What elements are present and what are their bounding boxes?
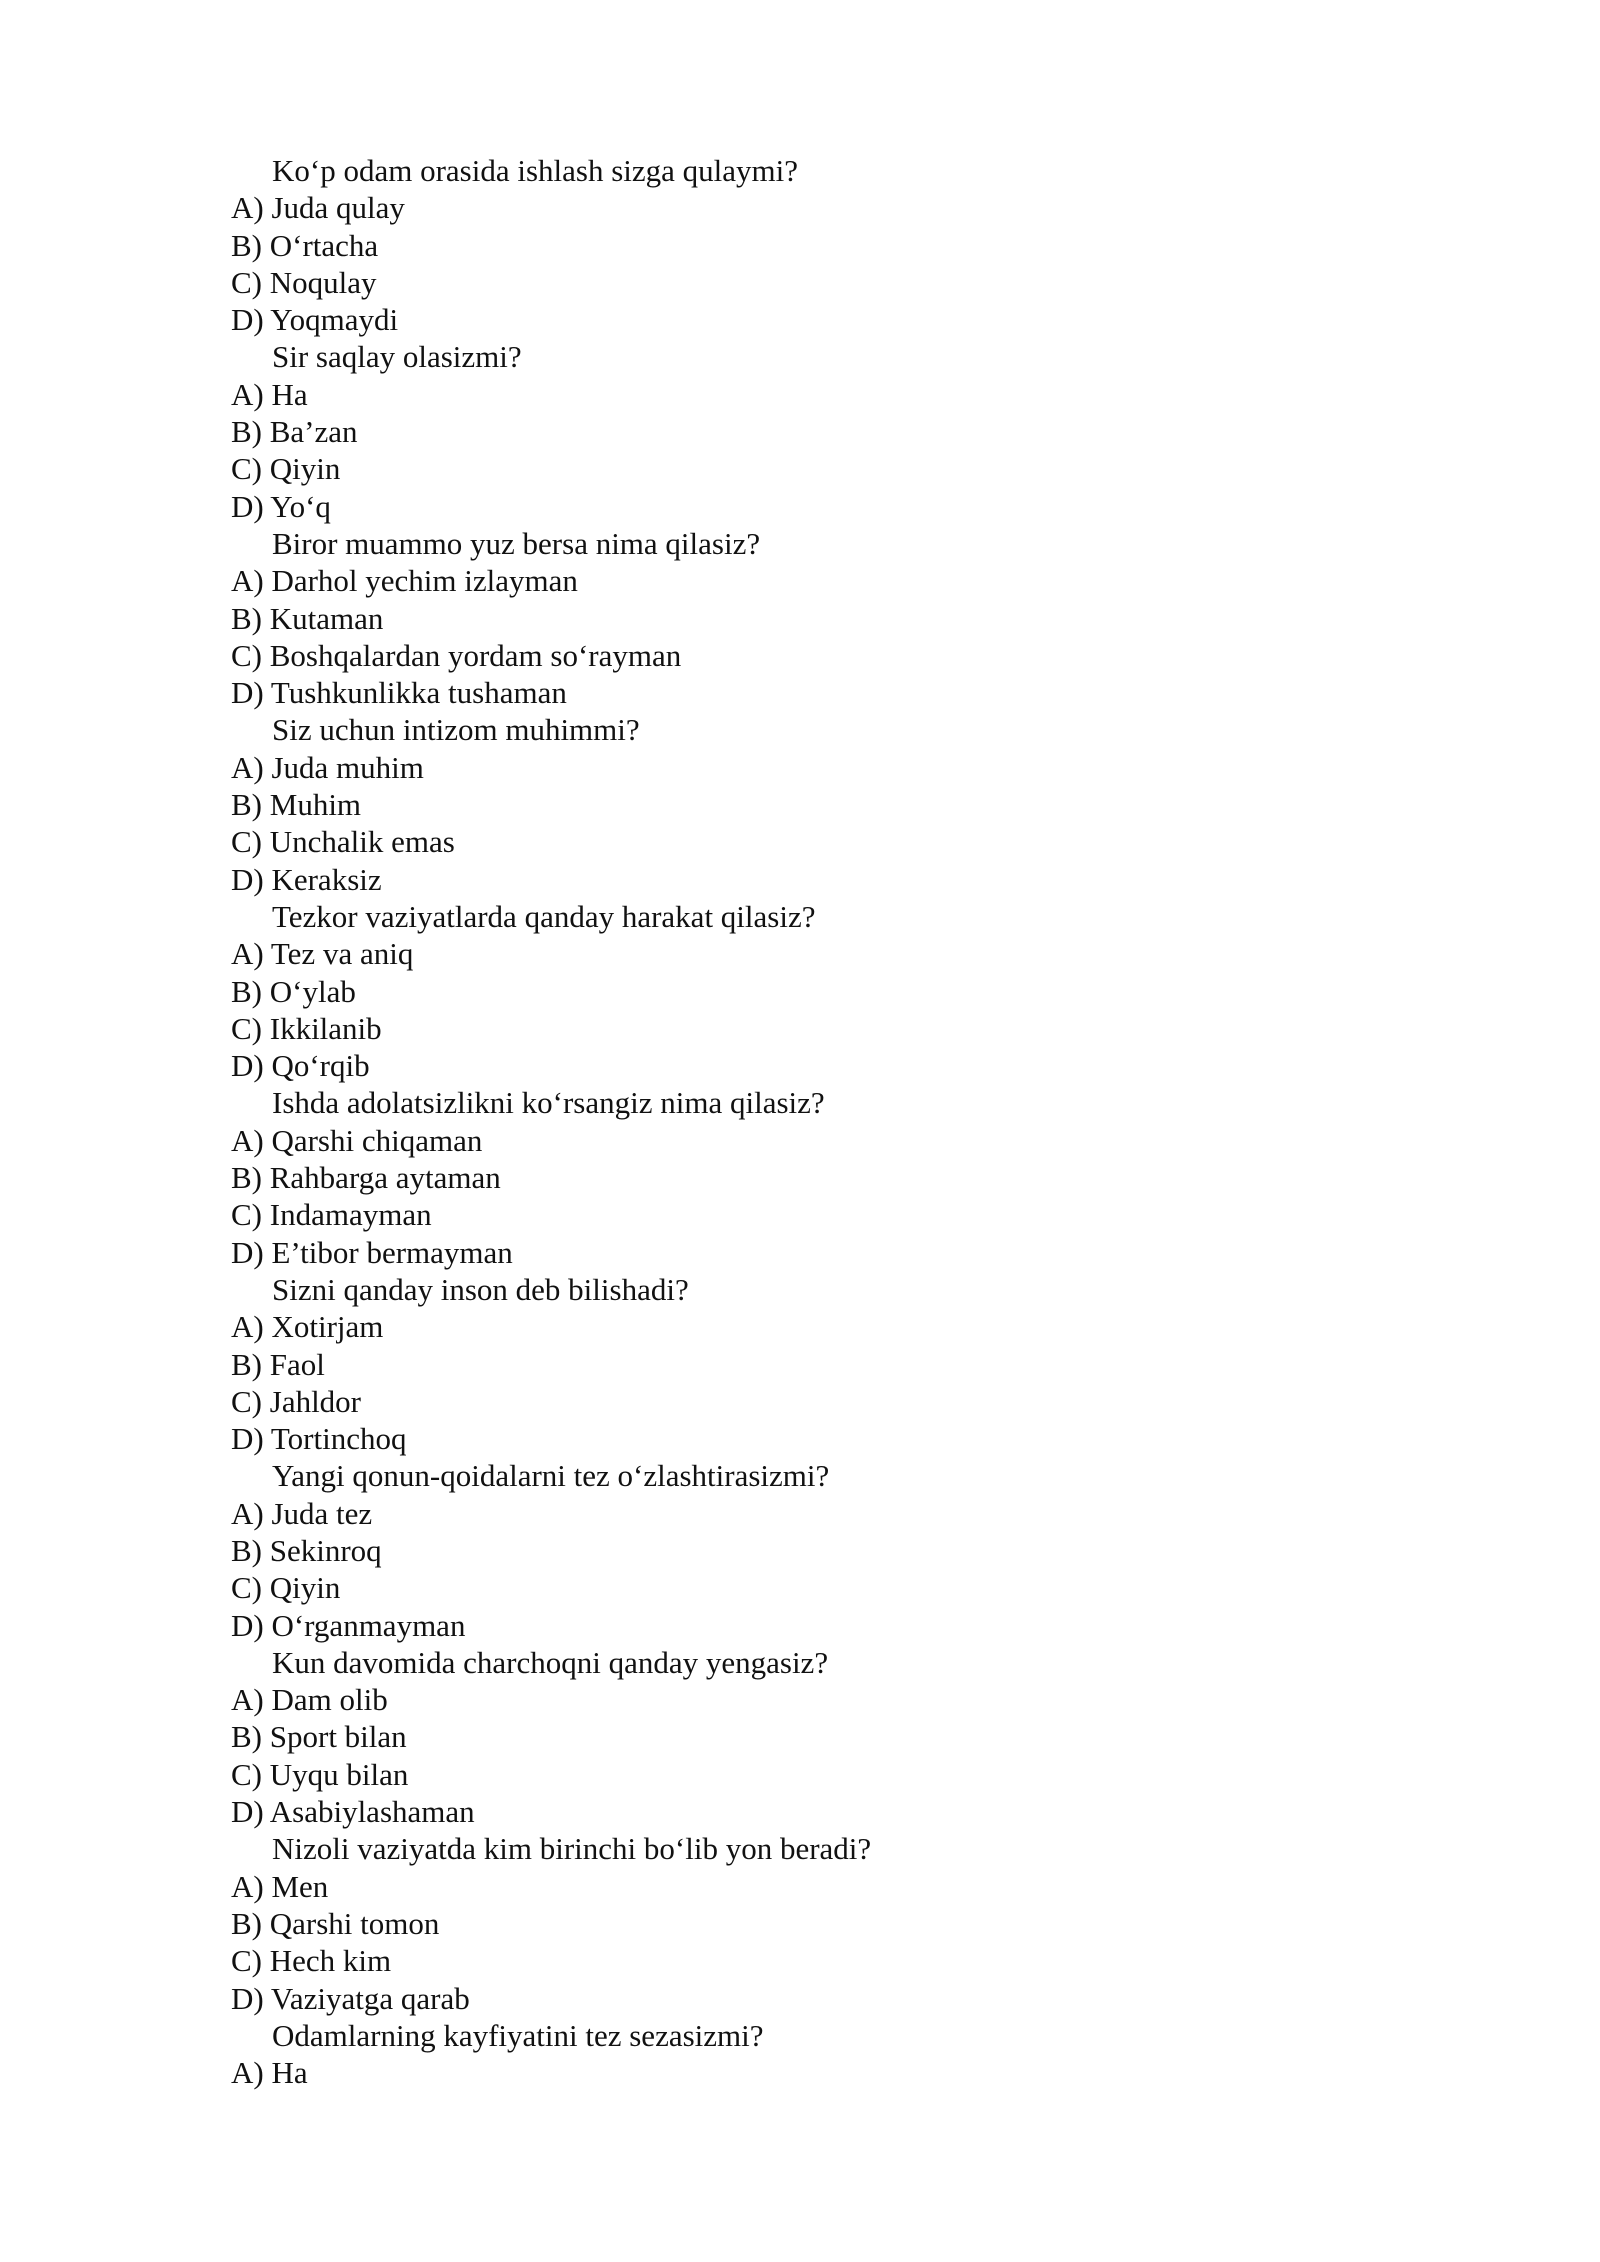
answer-option: D) Asabiylashaman xyxy=(231,1794,475,1830)
answer-option: D) Qo‘rqib xyxy=(231,1048,370,1084)
answer-options xyxy=(231,749,1431,898)
answer-options xyxy=(231,2054,1431,2091)
answer-option: C) Qiyin xyxy=(231,451,341,487)
question-block xyxy=(231,1644,1431,1830)
answer-option: B) Faol xyxy=(231,1346,325,1382)
question-text: Odamlarning kayfiyatini tez sezasizmi? xyxy=(272,2017,764,2053)
answer-options xyxy=(231,376,1431,525)
answer-option: D) Keraksiz xyxy=(231,861,382,897)
question-block xyxy=(231,711,1431,897)
question-text: Sir saqlay olasizmi? xyxy=(272,339,522,375)
answer-option: A) Xotirjam xyxy=(231,1309,384,1345)
question-block xyxy=(231,152,1431,338)
answer-option: C) Boshqalardan yordam so‘rayman xyxy=(231,637,682,673)
answer-option: B) Qarshi tomon xyxy=(231,1905,440,1941)
question-text: Ishda adolatsizlikni ko‘rsangiz nima qilasiz? xyxy=(272,1085,825,1121)
answer-option: B) Muhim xyxy=(231,787,362,823)
answer-option: A) Ha xyxy=(231,2055,308,2091)
question-block xyxy=(231,898,1431,1084)
answer-option: D) Yo‘q xyxy=(231,488,331,524)
answer-option: D) E’tibor bermayman xyxy=(231,1234,513,1270)
answer-option: C) Jahldor xyxy=(231,1383,362,1419)
question-text: Yangi qonun-qoidalarni tez o‘zlashtirasizmi? xyxy=(272,1458,830,1494)
question-block xyxy=(231,1084,1431,1270)
question-block xyxy=(231,1271,1431,1457)
answer-options xyxy=(231,1308,1431,1457)
answer-option: A) Tez va aniq xyxy=(231,936,414,972)
question-block xyxy=(231,525,1431,711)
answer-option: B) O‘ylab xyxy=(231,973,356,1009)
answer-option: B) Ba’zan xyxy=(231,414,358,450)
answer-options xyxy=(231,935,1431,1084)
question-text: Siz uchun intizom muhimmi? xyxy=(272,712,640,748)
answer-option: B) O‘rtacha xyxy=(231,227,379,263)
question-block xyxy=(231,1457,1431,1643)
answer-option: C) Unchalik emas xyxy=(231,824,455,860)
answer-option: C) Noqulay xyxy=(231,264,377,300)
answer-option: B) Sekinroq xyxy=(231,1532,382,1568)
answer-options xyxy=(231,1681,1431,1830)
answer-option: B) Kutaman xyxy=(231,600,384,636)
answer-options xyxy=(231,189,1431,338)
questionnaire xyxy=(231,152,1431,2091)
answer-options xyxy=(231,562,1431,711)
answer-option: A) Juda tez xyxy=(231,1495,373,1531)
answer-option: A) Darhol yechim izlayman xyxy=(231,563,578,599)
answer-option: C) Uyqu bilan xyxy=(231,1756,409,1792)
answer-option: D) Yoqmaydi xyxy=(231,302,399,338)
answer-option: A) Ha xyxy=(231,376,308,412)
answer-option: A) Juda qulay xyxy=(231,190,405,226)
answer-option: A) Dam olib xyxy=(231,1682,388,1718)
answer-option: A) Men xyxy=(231,1868,329,1904)
answer-options xyxy=(231,1868,1431,2017)
answer-options xyxy=(231,1495,1431,1644)
answer-option: D) Tushkunlikka tushaman xyxy=(231,675,567,711)
question-text: Biror muammo yuz bersa nima qilasiz? xyxy=(272,525,761,561)
answer-option: D) Tortinchoq xyxy=(231,1421,407,1457)
answer-option: D) O‘rganmayman xyxy=(231,1607,466,1643)
question-block xyxy=(231,338,1431,524)
answer-option: B) Sport bilan xyxy=(231,1719,407,1755)
question-block xyxy=(231,2017,1431,2092)
answer-option: B) Rahbarga aytaman xyxy=(231,1160,501,1196)
answer-option: A) Juda muhim xyxy=(231,749,424,785)
answer-options xyxy=(231,1122,1431,1271)
answer-option: A) Qarshi chiqaman xyxy=(231,1122,483,1158)
answer-option: C) Qiyin xyxy=(231,1570,341,1606)
question-text: Sizni qanday inson deb bilishadi? xyxy=(272,1271,689,1307)
question-text: Ko‘p odam orasida ishlash sizga qulaymi? xyxy=(272,153,799,188)
answer-option: D) Vaziyatga qarab xyxy=(231,1980,470,2016)
answer-option: C) Indamayman xyxy=(231,1197,432,1233)
question-block xyxy=(231,1830,1431,2016)
question-text: Tezkor vaziyatlarda qanday harakat qilasiz? xyxy=(272,898,816,934)
answer-option: C) Hech kim xyxy=(231,1943,392,1979)
answer-option: C) Ikkilanib xyxy=(231,1010,382,1046)
question-text: Nizoli vaziyatda kim birinchi bo‘lib yon beradi? xyxy=(272,1831,872,1867)
question-text: Kun davomida charchoqni qanday yengasiz? xyxy=(272,1644,829,1680)
